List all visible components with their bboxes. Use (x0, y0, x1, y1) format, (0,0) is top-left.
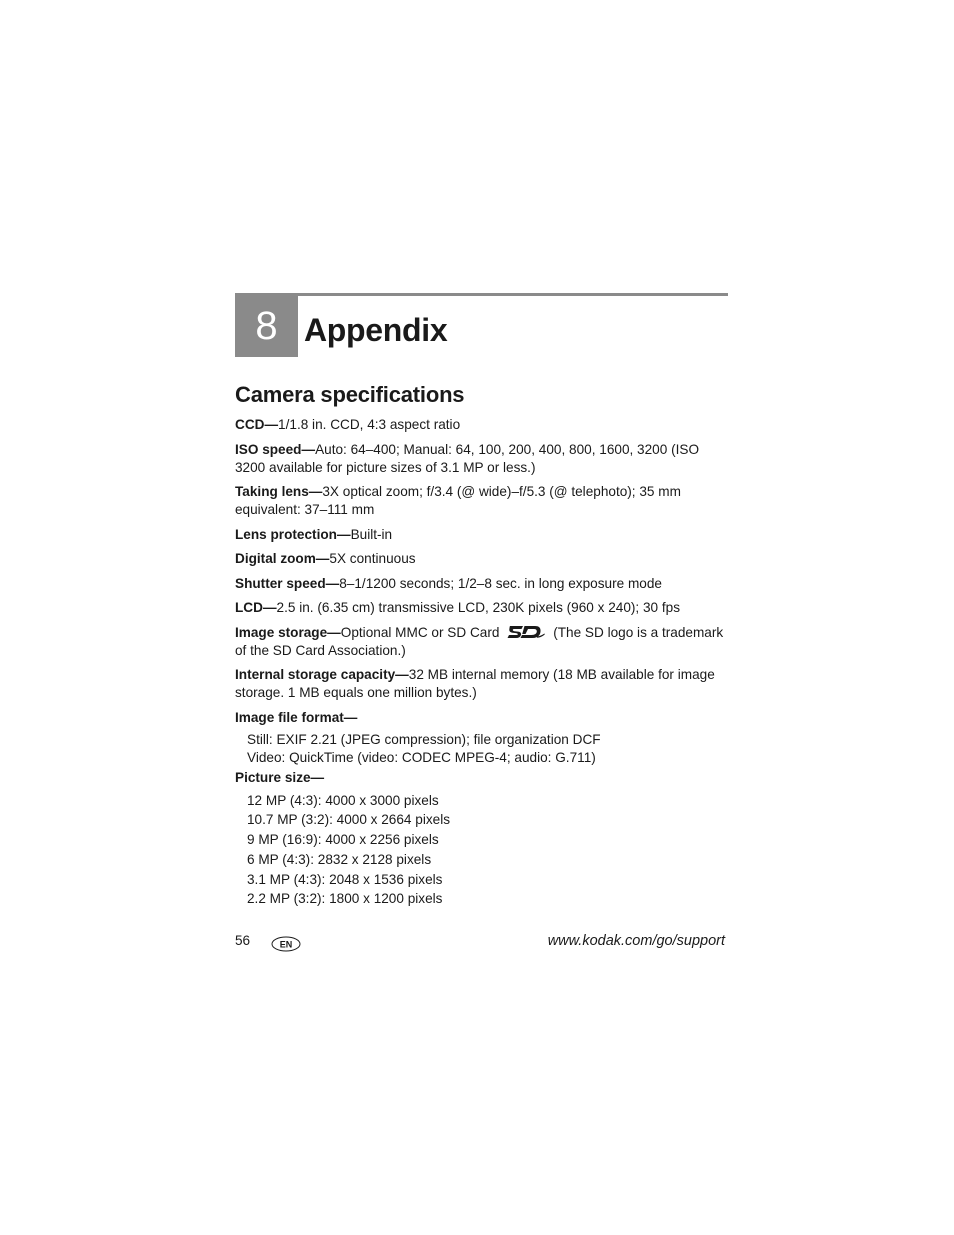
spec-picture-size (235, 769, 727, 910)
spec-lens-protection (235, 526, 727, 544)
list-item: 6 MP (4:3): 2832 x 2128 pixels (247, 851, 432, 867)
list-item: 10.7 MP (3:2): 4000 x 2664 pixels (247, 812, 451, 828)
chapter-number-box (235, 293, 298, 357)
chapter-title: Appendix (304, 312, 448, 348)
spec-value: 8–1/1200 seconds; 1/2–8 sec. in long exposure mode (339, 575, 662, 591)
spec-label: Internal storage capacity— (235, 667, 409, 682)
spec-image-file-format (235, 709, 727, 767)
spec-value: Auto: 64–400; Manual: 64, 100, 200, 400, 800, 1600, 3200 (ISO 3200 available for picture sizes of 3.1 MP or less.) (235, 441, 700, 475)
list-item: 12 MP (4:3): 4000 x 3000 pixels (247, 792, 439, 808)
spec-shutter-speed (235, 575, 727, 593)
sd-card-logo-icon (507, 625, 545, 639)
list-item: 3.1 MP (4:3): 2048 x 1536 pixels (247, 871, 443, 887)
spec-label: Taking lens— (235, 484, 323, 499)
spec-value-note: (The SD logo is a trademark of the SD Card Association.) (235, 624, 724, 658)
spec-label: Image storage— (235, 624, 341, 640)
language-badge-label: EN (279, 939, 293, 950)
list-item: Still: EXIF 2.21 (JPEG compression); file organization DCF (247, 731, 601, 747)
spec-value: 3X optical zoom; f/3.4 (@ wide)–f/5.3 (@ telephoto); 35 mm equivalent: 37–111 mm (235, 484, 681, 517)
list-item: Video: QuickTime (video: CODEC MPEG-4; audio: G.711) (247, 749, 596, 765)
spec-value: 32 MB internal memory (18 MB available for image storage. 1 MB equals one million bytes.) (235, 667, 715, 700)
spec-iso-speed (235, 441, 727, 477)
spec-internal-storage (235, 666, 727, 702)
spec-ccd (235, 416, 727, 434)
list-item: 2.2 MP (3:2): 1800 x 1200 pixels (247, 891, 443, 907)
spec-label: CCD— (235, 417, 279, 432)
spec-label: Digital zoom— (235, 551, 330, 566)
spec-image-storage (235, 624, 727, 660)
list-item: 9 MP (16:9): 4000 x 2256 pixels (247, 832, 439, 848)
picture-size-list (247, 791, 727, 910)
file-format-list (247, 731, 727, 767)
chapter-number: 8 (255, 303, 278, 348)
page-footer (235, 933, 727, 955)
spec-value: Built-in (350, 526, 393, 542)
spec-digital-zoom (235, 550, 727, 568)
spec-label: Picture size— (235, 769, 325, 785)
spec-label: ISO speed— (235, 441, 316, 457)
page-number: 56 (235, 933, 251, 948)
spec-value: 5X continuous (329, 551, 416, 566)
support-url: www.kodak.com/go/support (547, 933, 725, 949)
spec-label: LCD— (235, 600, 277, 615)
spec-label: Image file format— (235, 709, 358, 725)
spec-value: 1/1.8 in. CCD, 4:3 aspect ratio (278, 417, 461, 432)
language-badge-icon (271, 936, 301, 952)
section-title: Camera specifications (235, 382, 465, 407)
specifications-list (235, 416, 727, 916)
spec-lcd (235, 599, 727, 617)
spec-label: Shutter speed— (235, 575, 340, 591)
spec-value: 2.5 in. (6.35 cm) transmissive LCD, 230K pixels (960 x 240); 30 fps (276, 600, 681, 615)
spec-value: Optional MMC or SD Card (340, 624, 500, 640)
spec-label: Lens protection— (235, 526, 351, 542)
spec-taking-lens (235, 483, 727, 519)
chapter-header-rule (235, 293, 728, 296)
